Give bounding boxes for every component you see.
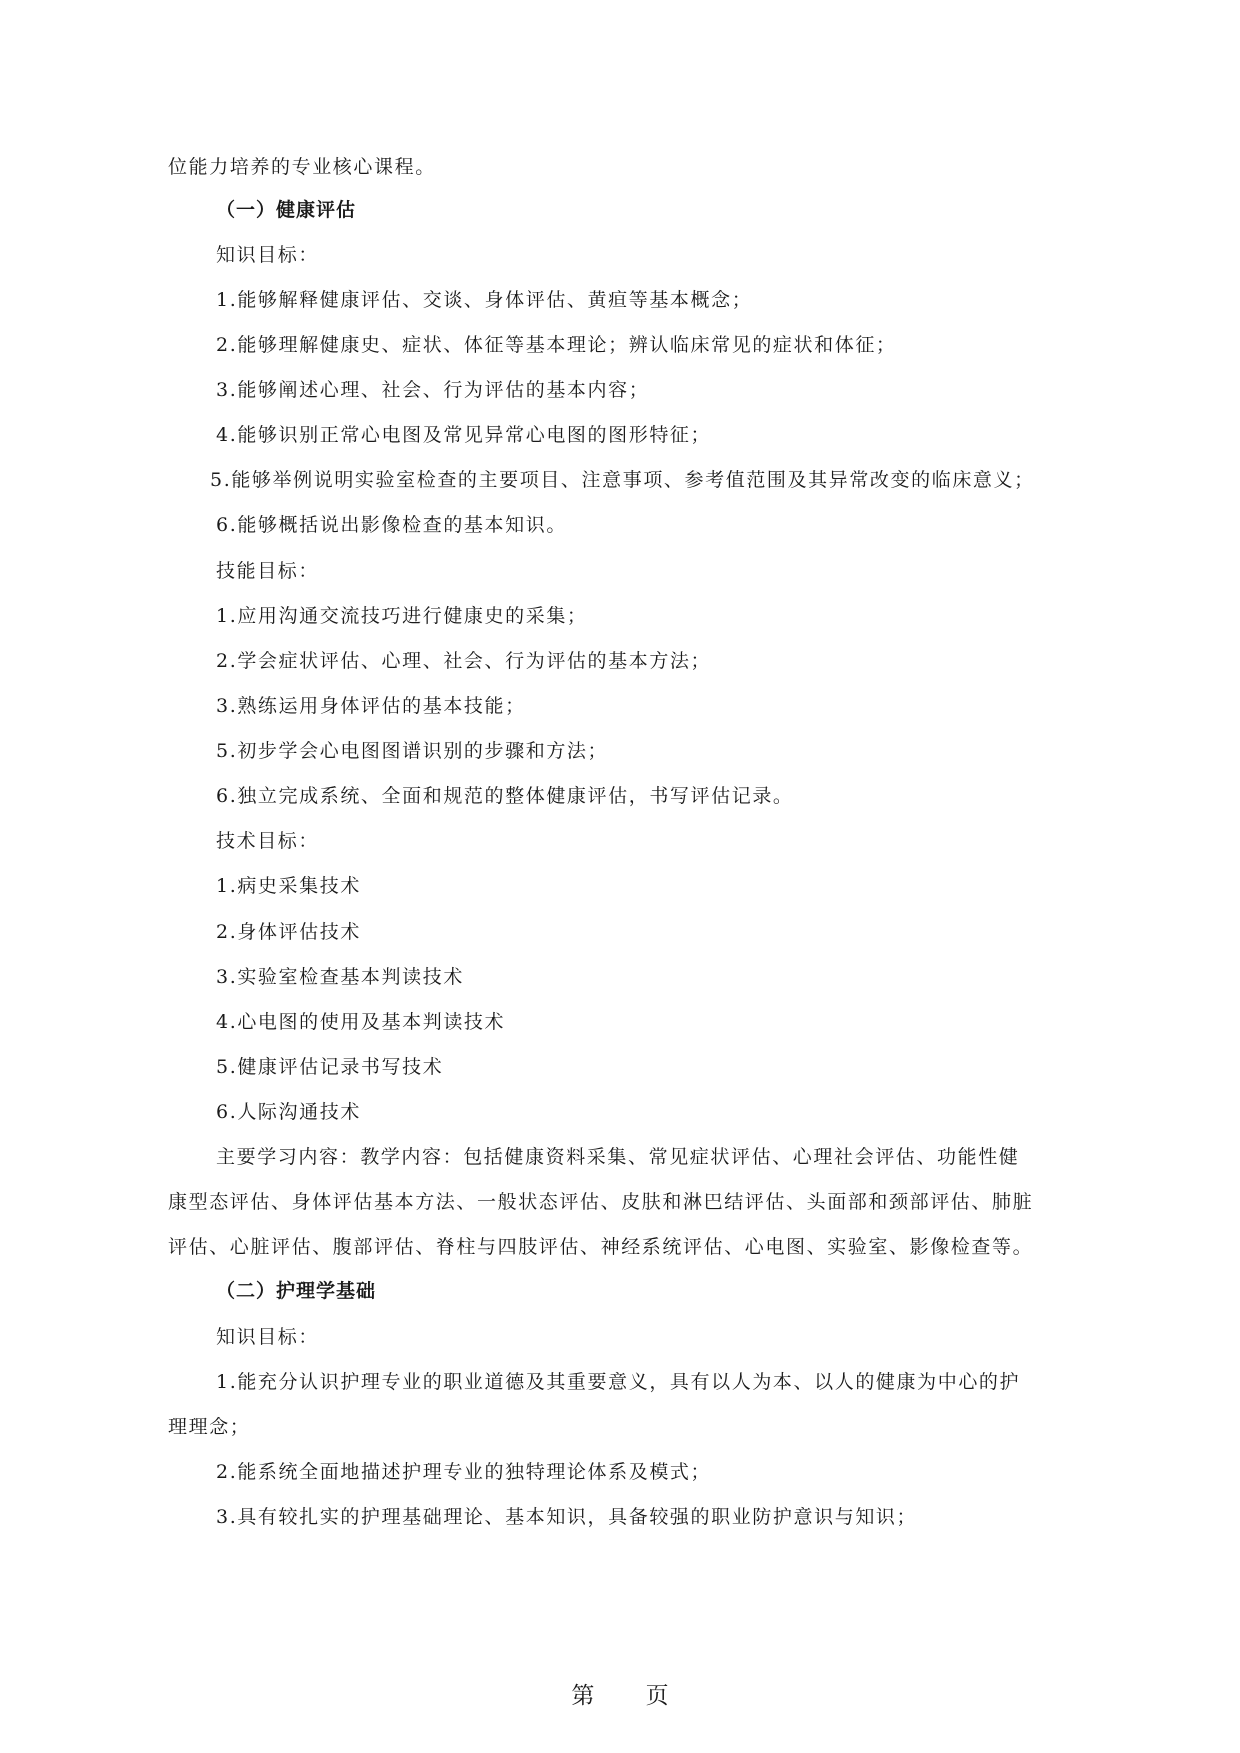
list-item: 4.心电图的使用及基本判读技术 [216,1011,506,1033]
list-item: 2.能够理解健康史、症状、体征等基本理论；辨认临床常见的症状和体征； [216,334,897,356]
list-item: 1.病史采集技术 [216,875,361,897]
section-heading-nursing-basics: （二）护理学基础 [216,1280,377,1302]
list-item: 2.能系统全面地描述护理专业的独特理论体系及模式； [216,1461,712,1483]
subheading-technical-goals: 技术目标： [216,830,320,852]
page-footer [0,1677,1240,1710]
list-item: 3.熟练运用身体评估的基本技能； [216,695,526,717]
list-item: 1.应用沟通交流技巧进行健康史的采集； [216,605,588,627]
list-item: 6.人际沟通技术 [216,1101,361,1123]
paragraph-main-content-cont: 评估、心脏评估、腹部评估、脊柱与四肢评估、神经系统评估、心电图、实验室、影像检查等。 [168,1236,1034,1258]
subheading-knowledge-goals: 知识目标： [216,244,320,266]
subheading-knowledge-goals: 知识目标： [216,1326,320,1348]
list-item-cont: 理理念； [168,1416,251,1438]
section-heading-health-assessment: （一）健康评估 [216,199,357,221]
footer-label-right: 页 [645,1683,669,1709]
list-item: 1.能充分认识护理专业的职业道德及其重要意义，具有以人为本、以人的健康为中心的护 [216,1371,1021,1393]
list-item: 6.独立完成系统、全面和规范的整体健康评估，书写评估记录。 [216,785,794,807]
list-item: 2.学会症状评估、心理、社会、行为评估的基本方法； [216,650,712,672]
list-item: 6.能够概括说出影像检查的基本知识。 [216,514,567,536]
list-item: 2.身体评估技术 [216,921,361,943]
list-item: 4.能够识别正常心电图及常见异常心电图的图形特征； [216,424,712,446]
list-item: 5.健康评估记录书写技术 [216,1056,444,1078]
subheading-skill-goals: 技能目标： [216,560,320,582]
list-item: 5.初步学会心电图图谱识别的步骤和方法； [216,740,609,762]
paragraph-continuation: 位能力培养的专业核心课程。 [168,156,436,178]
footer-label-left: 第 [571,1683,595,1709]
list-item: 3.具有较扎实的护理基础理论、基本知识，具备较强的职业防护意识与知识； [216,1506,918,1528]
list-item: 3.能够阐述心理、社会、行为评估的基本内容； [216,379,650,401]
list-item: 3.实验室检查基本判读技术 [216,966,464,988]
list-item: 1.能够解释健康评估、交谈、身体评估、黄疸等基本概念； [216,289,753,311]
paragraph-main-content: 主要学习内容：教学内容：包括健康资料采集、常见症状评估、心理社会评估、功能性健 [216,1146,1020,1168]
list-item: 5.能够举例说明实验室检查的主要项目、注意事项、参考值范围及其异常改变的临床意义； [210,469,1035,491]
paragraph-main-content-cont: 康型态评估、身体评估基本方法、一般状态评估、皮肤和淋巴结评估、头面部和颈部评估、肺脏 [168,1191,1034,1213]
